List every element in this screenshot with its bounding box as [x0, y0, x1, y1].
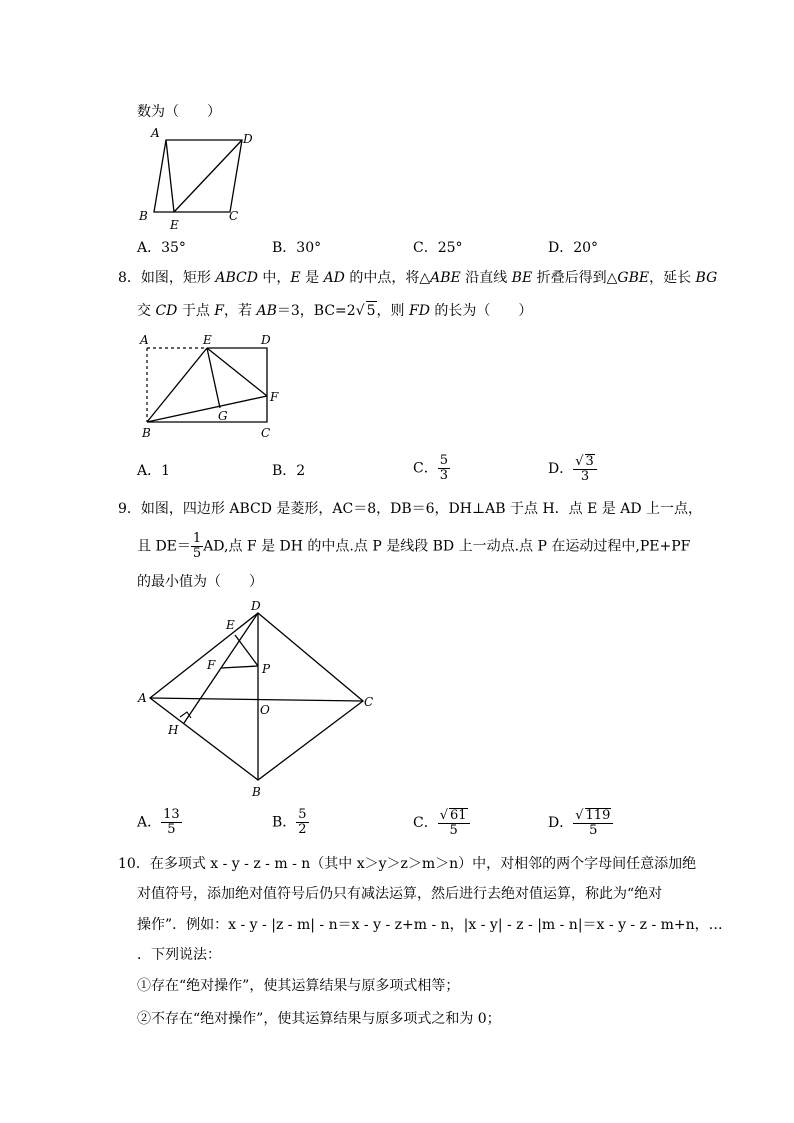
q8-text: ＝3，BC=2	[276, 303, 356, 319]
q8-option-d	[548, 454, 597, 484]
q9-label-e: E	[226, 618, 235, 632]
q9-diagonal-ac	[150, 698, 363, 701]
q8-figure	[135, 330, 285, 442]
q9-label-d: D	[251, 599, 261, 613]
q8-label-f: F	[270, 390, 279, 404]
q9-rhombus	[150, 613, 363, 780]
q8-text: 是	[300, 270, 324, 286]
q8-var: E	[290, 270, 301, 286]
q9-stem-line3: 的最小值为（ ）	[137, 574, 263, 590]
q8-option-c	[413, 454, 450, 483]
q8-text: ，则	[376, 303, 409, 319]
option-prefix: C．	[413, 815, 438, 831]
fraction-numerator	[573, 454, 597, 470]
q9-label-h: H	[168, 723, 179, 737]
fraction	[573, 808, 613, 838]
option-prefix: C．	[413, 460, 438, 477]
option-prefix: B．	[272, 814, 297, 831]
q8-label-c: C	[261, 426, 271, 440]
q10-stem-line4: ．下列说法：	[137, 947, 221, 963]
q8-var: GBE	[617, 270, 650, 286]
q9-label-a: A	[138, 691, 147, 705]
q9-right-angle-mark	[180, 712, 191, 718]
fraction-denominator: 5	[192, 546, 202, 561]
q8-text: 的中点，将△	[344, 270, 431, 286]
q8-stem-line2	[137, 301, 532, 320]
q7-label-d: D	[243, 132, 253, 146]
fraction-numerator: 5	[298, 807, 307, 822]
fraction-denominator: 5	[449, 823, 458, 838]
q8-option-a: A．1	[137, 463, 171, 479]
q8-var: F	[214, 303, 225, 319]
option-prefix: D．	[548, 815, 574, 831]
q8-option-b: B．2	[272, 463, 306, 479]
fraction	[161, 808, 182, 837]
sqrt-sign: √	[575, 808, 584, 823]
q7-label-a: A	[151, 126, 160, 140]
q7-segment-ae	[166, 140, 174, 212]
q8-text: 折叠后得到△	[532, 270, 618, 286]
radicand: 3	[585, 454, 594, 469]
q9-label-p: P	[262, 662, 271, 676]
fraction-denominator: 2	[298, 822, 307, 837]
fraction	[573, 454, 597, 484]
fraction	[438, 454, 450, 483]
q7-label-b: B	[139, 209, 148, 223]
option-prefix: D．	[548, 461, 574, 477]
q10-stem-line3: 操作”．例如：x - y - |z - m| - n＝x - y - z+m - n，|x - y| - z - |m - n|＝x - y - z - m+n，…	[137, 917, 723, 933]
q8-rect-edges	[147, 348, 267, 422]
q8-var: FD	[408, 303, 430, 319]
fraction-numerator: 1	[192, 531, 202, 546]
radicand: 61	[450, 808, 467, 823]
q10-stem-line1: 10．在多项式 x - y - z - m - n（其中 x＞y＞z＞m＞n）中，对相邻的两个字母间任意添加绝	[118, 856, 697, 872]
q8-var: AB	[256, 303, 277, 319]
q9-label-f: F	[207, 658, 216, 672]
q7-option-b: B．30°	[272, 240, 322, 256]
option-prefix: A．	[137, 814, 162, 831]
q7-figure	[130, 122, 260, 234]
q7-label-e: E	[170, 218, 179, 232]
q9-stem-line1: 9．如图，四边形 ABCD 是菱形，AC＝8，DB＝6，DH⊥AB 于点 H．点 E 是 AD 上一点，	[118, 501, 703, 517]
q8-text: 8．如图，矩形	[118, 270, 216, 286]
fraction	[191, 532, 203, 561]
q9-label-o: O	[260, 703, 270, 717]
q8-var: CD	[155, 303, 178, 319]
q7-option-d: D．20°	[548, 240, 599, 256]
q8-text: ，延长	[649, 270, 696, 286]
q9-segment-ep	[235, 635, 258, 666]
q9-stem-line2	[137, 532, 690, 561]
fraction-denominator: 5	[167, 822, 176, 837]
sqrt-sign: √	[439, 808, 449, 823]
fraction-numerator	[438, 808, 470, 824]
fraction-numerator	[573, 808, 613, 824]
q8-text: 的长为（ ）	[429, 303, 533, 319]
q9-option-a	[137, 808, 182, 837]
q8-var: AD	[323, 270, 345, 286]
q7-option-a: A．35°	[137, 240, 186, 256]
fraction-numerator: 13	[163, 807, 180, 822]
q9-label-c: C	[364, 695, 374, 709]
q7-label-c: C	[229, 209, 239, 223]
q9-segment-fp	[221, 666, 258, 668]
q7-option-c: C．25°	[413, 240, 463, 256]
fraction	[438, 808, 470, 838]
fraction	[296, 808, 308, 837]
q8-text: 沿直线	[460, 270, 512, 286]
radicand: 119	[585, 808, 611, 823]
q8-label-d: D	[261, 333, 271, 347]
q9-text: AD,点 F 是 DH 的中点.点 P 是线段 BD 上一动点.点 P 在运动过程中,PE+PF	[203, 538, 691, 555]
fraction-numerator: 5	[439, 453, 448, 468]
q8-label-b: B	[142, 426, 151, 440]
q8-var: ABE	[430, 270, 461, 286]
q7-stem-tail: 数为（ ）	[137, 104, 221, 120]
q8-radicand: 5	[366, 303, 376, 319]
q8-label-a: A	[140, 333, 149, 347]
sqrt-sign: √	[575, 454, 584, 469]
q10-statement-2: ②不存在“绝对操作”，使其运算结果与原多项式之和为 0；	[137, 1011, 501, 1027]
sqrt-sign: √	[355, 303, 365, 319]
q8-var: BE	[511, 270, 533, 286]
fraction-denominator: 3	[580, 469, 590, 484]
q9-option-d	[548, 808, 613, 838]
fraction-denominator: 5	[589, 823, 598, 838]
q8-var: ABCD	[215, 270, 258, 286]
q9-text: 且 DE＝	[137, 538, 191, 555]
q9-figure	[135, 598, 380, 803]
q8-var: BG	[695, 270, 718, 286]
q10-statement-1: ①存在“绝对操作”，使其运算结果与原多项式相等；	[137, 978, 460, 994]
q8-stem-line1	[118, 269, 717, 287]
q9-label-b: B	[252, 785, 261, 799]
fraction-denominator: 3	[439, 468, 448, 483]
q8-label-g: G	[218, 409, 228, 423]
q8-text: ，若	[224, 303, 257, 319]
q8-text: 交	[137, 303, 156, 319]
q10-stem-line2: 对值符号，添加绝对值符号后仍只有减法运算，然后进行去绝对值运算，称此为“绝对	[137, 886, 663, 902]
q9-option-c	[413, 808, 470, 838]
q9-option-b	[272, 808, 309, 837]
q8-text: 于点	[177, 303, 215, 319]
q8-label-e: E	[203, 333, 212, 347]
q8-text: 中，	[257, 270, 291, 286]
